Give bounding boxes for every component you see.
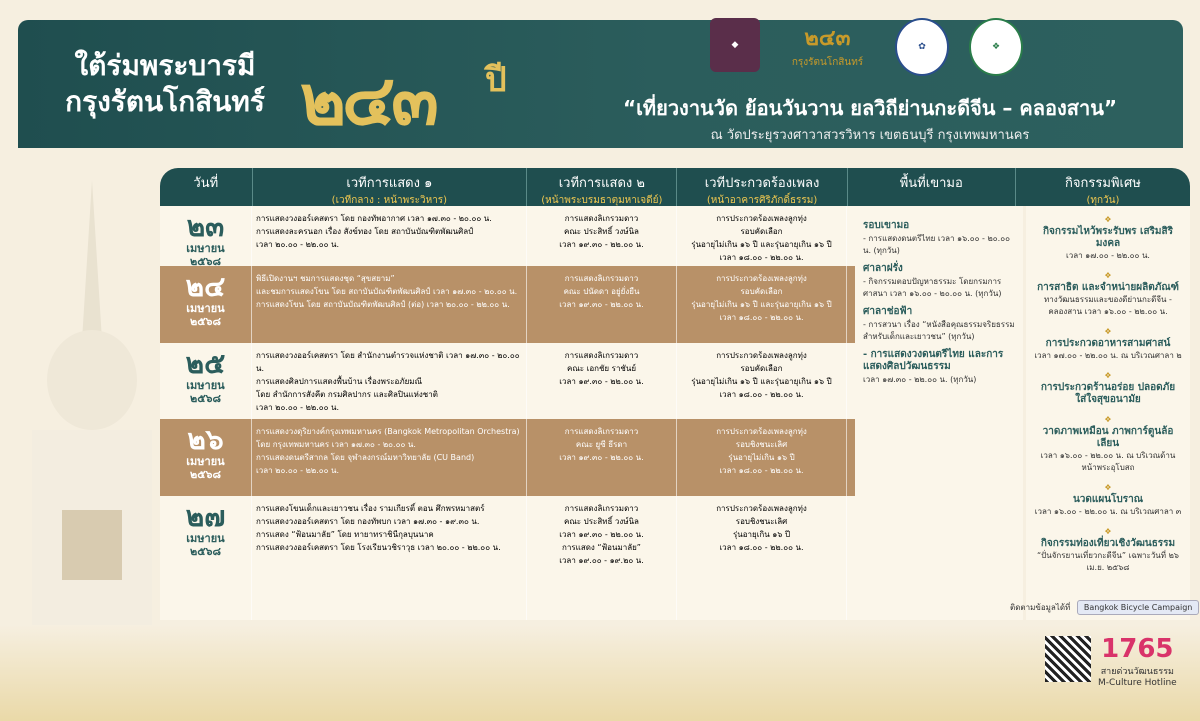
header-learning: พื้นที่เขามอ [848, 168, 1016, 206]
cell-line: โดย กรุงเทพมหานคร เวลา ๑๗.๓๐ - ๒๐.๐๐ น. [256, 440, 416, 449]
learning-text: - การสวนา เรื่อง “หนังสือคุณธรรมจริยธรรม สำหรับเด็กและเยาวชน” (ทุกวัน) [863, 320, 1015, 341]
header-date: วันที่ [160, 168, 253, 206]
performers-illustration-band [0, 625, 1200, 721]
special-activity [1034, 526, 1182, 574]
qr-code-icon[interactable] [1045, 636, 1091, 682]
header-special: กิจกรรมพิเศษ (ทุกวัน) [1065, 176, 1141, 206]
pagoda-illustration [22, 180, 162, 680]
cell-line: เวลา ๒๐.๐๐ - ๒๒.๐๐ น. [256, 403, 340, 412]
cell-line: การแสดงโขนเด็กและเยาวชน เรื่อง รามเกียรติ์ ตอน ศึกพรหมาสตร์ [256, 504, 485, 513]
cell-line: เวลา ๑๘.๐๐ - ๒๒.๐๐ น. [719, 390, 804, 399]
special-title: วาดภาพเหมือน ภาพการ์ตูนล้อเลียน [1042, 426, 1174, 449]
cell-line: การแสดงโขน โดย สถาบันบัณฑิตพัฒนศิลป์ (ต่อ) เวลา ๒๐.๐๐ - ๒๒.๐๐ น. [256, 300, 510, 309]
cell-line: รอบชิงชนะเลิศ [735, 440, 788, 449]
special-activities-column [1026, 206, 1190, 620]
district-seal-icon: ✿ [895, 18, 949, 76]
special-activity [1034, 270, 1182, 318]
learning-text: - การแสดงดนตรีไทย เวลา ๑๖.๐๐ - ๒๐.๐๐ น. (ทุกวัน) [863, 234, 1010, 255]
cell-line: เวลา ๑๙.๓๐ - ๒๒.๐๐ น. [559, 530, 644, 539]
special-activity [1034, 370, 1182, 406]
ornament-icon: ❖ [1104, 483, 1112, 492]
learning-heading: - การแสดงวงดนตรีไทย และการแสดงศิลปวัฒนธรรม [863, 349, 1004, 372]
stage1-cell [252, 206, 527, 266]
cell-line: รุ่นอายุเกิน ๑๖ ปี [732, 530, 791, 539]
cell-line: พิธีเปิดงานฯ ชมการแสดงชุด “สุขสยาม” [256, 274, 395, 283]
stage2-cell [527, 496, 677, 620]
cell-line: คณะ ยูซี ธีรดา [575, 440, 628, 449]
contest-cell [677, 496, 847, 620]
event-slogan: “เที่ยวงานวัด ย้อนวันวาน ยลวิถีย่านกะดีจีน – คลองสาน” [622, 96, 1118, 120]
date-year: ๒๕๖๘ [189, 468, 222, 481]
date-year: ๒๕๖๘ [189, 255, 222, 266]
cell-line: รุ่นอายุไม่เกิน ๑๖ ปี [728, 453, 795, 462]
date-day: ๒๗ [185, 500, 226, 533]
cell-line: โดย สำนักการสังคีต กรมศิลปากร และศิลปินแห่งชาติ [256, 390, 438, 399]
special-time: เวลา ๑๗.๐๐ - ๒๒.๐๐ น. ณ บริเวณศาลา ๒ [1034, 351, 1182, 360]
cell-line: การแสดงลิเกรวมดาว [564, 427, 639, 436]
learning-heading: รอบเขามอ [863, 220, 910, 231]
cell-line: การแสดงลิเกรวมดาว [564, 274, 639, 283]
table-header [160, 168, 1190, 206]
contest-cell [677, 419, 847, 496]
special-activity [1034, 414, 1182, 474]
cell-line: การแสดง “ฟ้อนมาลัย” โดย ทายาทราชินีกุลบุนนาค [256, 530, 434, 539]
cell-line: เวลา ๑๘.๐๐ - ๒๒.๐๐ น. [719, 543, 804, 552]
main-title [40, 48, 290, 120]
table-row [160, 419, 855, 496]
follow-label: ติดตามข้อมูลได้ที่ [1010, 603, 1071, 612]
date-cell [160, 266, 252, 343]
cell-line: การแสดงดนตรีสากล โดย จุฬาลงกรณ์มหาวิทยาลัย (CU Band) [256, 453, 475, 462]
header-contest: เวทีประกวดร้องเพลง (หน้าอาคารศิริภักดิ์ธรรม) [677, 168, 847, 206]
cell-line: รุ่นอายุไม่เกิน ๑๖ ปี และรุ่นอายุเกิน ๑๖ ปี [691, 300, 832, 309]
cell-line: คณะ ปนัดดา อยู่ยั่งยืน [563, 287, 640, 296]
event-venue: ณ วัดประยุรวงศาวาสวรวิหาร เขตธนบุรี กรุงเทพมหานคร [710, 128, 1030, 143]
hotline-badge [1098, 634, 1177, 688]
cell-line: รอบชิงชนะเลิศ [735, 517, 788, 526]
cell-line: เวลา ๒๐.๐๐ - ๒๒.๐๐ น. [256, 240, 340, 249]
special-title: การประกวดร้านอร่อย ปลอดภัย ใส่ใจสุขอนามัย [1040, 382, 1176, 405]
date-day: ๒๓ [186, 210, 225, 243]
contest-cell [677, 343, 847, 419]
learning-text: - กิจกรรมตอบปัญหาธรรมะ โดยกรมการศาสนา เวลา ๑๖.๐๐ - ๒๐.๐๐ น. (ทุกวัน) [863, 277, 1002, 298]
special-activity [1034, 482, 1182, 518]
cell-line: การแสดงวงออร์เคสตรา โดย โรงเรียนวชิราวุธ เวลา ๒๐.๐๐ - ๒๒.๐๐ น. [256, 543, 501, 552]
schedule-table [160, 168, 1190, 620]
cell-line: การแสดงวงดุริยางค์กรุงเทพมหานคร (Bangkok Metropolitan Orchestra) [256, 427, 520, 436]
cell-line: เวลา ๑๙.๓๐ - ๒๒.๐๐ น. [559, 240, 644, 249]
header-stage2: เวทีการแสดง ๒ (หน้าพระบรมธาตุมหาเจดีย์) [527, 168, 677, 206]
ornament-icon: ❖ [1104, 371, 1112, 380]
cell-line: การแสดงวงออร์เคสตรา โดย กองทัพบก เวลา ๑๗.๓๐ - ๑๙.๓๐ น. [256, 517, 480, 526]
special-title: การประกวดอาหารสามศาสน์ [1045, 338, 1171, 349]
special-activity [1034, 326, 1182, 362]
stage2-cell [527, 206, 677, 266]
date-day: ๒๖ [187, 423, 224, 456]
cell-line: การแสดงวงออร์เคสตรา โดย สำนักงานตำรวจแห่งชาติ เวลา ๑๗.๓๐ - ๒๐.๐๐ น. [256, 351, 520, 373]
cell-line: รอบคัดเลือก [740, 287, 783, 296]
cell-line: เวลา ๑๘.๐๐ - ๒๒.๐๐ น. [719, 253, 804, 262]
date-cell [160, 206, 252, 266]
cell-line: เวลา ๒๐.๐๐ - ๒๒.๐๐ น. [256, 466, 340, 475]
special-title: นวดแผนโบราณ [1072, 494, 1144, 505]
date-day: ๒๕ [185, 347, 226, 380]
ornament-icon: ❖ [1104, 327, 1112, 336]
learning-heading: ศาลาช่อฟ้า [863, 306, 913, 317]
special-title: กิจกรรมไหว้พระรับพร เสริมสิริมงคล [1043, 226, 1173, 249]
stage1-cell [252, 266, 527, 343]
date-year: ๒๕๖๘ [189, 315, 222, 328]
title-line-2: กรุงรัตนโกสินทร์ [65, 85, 265, 118]
ornament-icon: ❖ [1104, 415, 1112, 424]
learning-area-column [855, 206, 1023, 620]
cell-line: เวลา ๑๘.๐๐ - ๒๒.๐๐ น. [719, 466, 804, 475]
cell-line: และชมการแสดงโขน โดย สถาบันบัณฑิตพัฒนศิลป์ เวลา ๑๗.๓๐ - ๒๐.๐๐ น. [256, 287, 518, 296]
logo-bar [710, 18, 1023, 76]
cell-line: เวลา ๑๙.๐๐ - ๑๙.๒๐ น. [559, 556, 644, 565]
special-time: เวลา ๑๖.๐๐ - ๒๒.๐๐ น. ณ บริเวณด้านหน้าพระอุโบสถ [1040, 451, 1176, 472]
cell-line: เวลา ๑๙.๓๐ - ๒๒.๐๐ น. [559, 300, 644, 309]
date-day: ๒๔ [185, 270, 226, 303]
date-year: ๒๕๖๘ [189, 392, 222, 405]
special-title: การสาธิต และจำหน่ายผลิตภัณฑ์ [1037, 282, 1179, 293]
cell-line: เวลา ๑๙.๓๐ - ๒๒.๐๐ น. [559, 453, 644, 462]
special-time: เวลา ๑๗.๐๐ - ๒๒.๐๐ น. [1066, 251, 1150, 260]
cell-line: เวลา ๑๘.๐๐ - ๒๒.๐๐ น. [719, 313, 804, 322]
cell-line: การแสดง “ฟ้อนมาลัย” [562, 543, 641, 552]
header-stage1: เวทีการแสดง ๑ (เวทีกลาง : หน้าพระวิหาร) [253, 168, 528, 206]
table-row [160, 266, 855, 343]
contest-cell [677, 266, 847, 343]
ministry-emblem-icon: ◆ [710, 18, 760, 72]
cell-line: การแสดงลิเกรวมดาว [564, 504, 639, 513]
anniversary-suffix: ปี [485, 60, 507, 100]
cell-line: การแสดงลิเกรวมดาว [564, 351, 639, 360]
anniversary-logo: ๒๔๓ กรุงรัตนโกสินทร์ [791, 26, 864, 68]
table-row [160, 206, 855, 266]
cell-line: การแสดงวงออร์เคสตรา โดย กองทัพอากาศ เวลา ๑๗.๓๐ - ๒๐.๐๐ น. [256, 214, 492, 223]
hotline-number: 1765 [1101, 634, 1174, 664]
date-cell [160, 419, 252, 496]
cell-line: คณะ ประสิทธิ์ วงษ์นิล [564, 227, 639, 236]
cell-line: การแสดงศิลปการแสดงพื้นบ้าน เรื่องพระอภัยมณี [256, 377, 422, 386]
cell-line: การประกวดร้องเพลงลูกทุ่ง [716, 274, 807, 283]
contest-cell [677, 206, 847, 266]
date-month: เมษายน [186, 302, 225, 315]
date-cell [160, 496, 252, 620]
date-month: เมษายน [186, 242, 225, 255]
hotline-thai: สายด่วนวัฒนธรรม [1100, 667, 1174, 677]
learning-text: เวลา ๑๗.๓๐ - ๒๒.๐๐ น. (ทุกวัน) [863, 375, 977, 384]
stage2-cell [527, 266, 677, 343]
stage2-cell [527, 419, 677, 496]
date-cell [160, 343, 252, 419]
cell-line: เวลา ๑๙.๓๐ - ๒๒.๐๐ น. [559, 377, 644, 386]
cell-line: รอบคัดเลือก [740, 364, 783, 373]
hotline-english: M-Culture Hotline [1098, 678, 1177, 688]
stage1-cell [252, 419, 527, 496]
follow-info [1010, 600, 1199, 615]
stage1-cell [252, 496, 527, 620]
cell-line: คณะ เอกชัย ราชันย์ [566, 364, 637, 373]
cell-line: การประกวดร้องเพลงลูกทุ่ง [716, 504, 807, 513]
special-time: ทางวัฒนธรรมและของดีย่านกะดีจีน - คลองสาน เวลา ๑๖.๐๐ - ๒๒.๐๐ น. [1044, 295, 1172, 316]
cell-line: การแสดงลิเกรวมดาว [564, 214, 639, 223]
facebook-page-link[interactable]: Bangkok Bicycle Campaign [1077, 600, 1200, 615]
bangkok-seal-icon: ❖ [969, 18, 1023, 76]
cell-line: รอบคัดเลือก [740, 227, 783, 236]
date-month: เมษายน [186, 455, 225, 468]
cell-line: รุ่นอายุไม่เกิน ๑๖ ปี และรุ่นอายุเกิน ๑๖ ปี [691, 240, 832, 249]
table-row [160, 496, 855, 620]
title-line-1: ใต้ร่มพระบารมี [74, 49, 256, 82]
cell-line: การประกวดร้องเพลงลูกทุ่ง [716, 427, 807, 436]
anniversary-number: ๒๔๓ [300, 59, 435, 141]
date-month: เมษายน [186, 379, 225, 392]
learning-heading: ศาลาฝรั่ง [863, 263, 903, 274]
special-time: “ปั่นจักรยานเที่ยวกะดีจีน” เฉพาะวันที่ ๒๖ เม.ย. ๒๕๖๘ [1037, 551, 1179, 572]
cell-line: การแสดงละครนอก เรื่อง สังข์ทอง โดย สถาบันบัณฑิตพัฒนศิลป์ [256, 227, 474, 236]
stage2-cell [527, 343, 677, 419]
cell-line: การประกวดร้องเพลงลูกทุ่ง [716, 214, 807, 223]
ornament-icon: ❖ [1104, 215, 1112, 224]
special-activity [1034, 214, 1182, 262]
ornament-icon: ❖ [1104, 271, 1112, 280]
table-row [160, 343, 855, 419]
ornament-icon: ❖ [1104, 527, 1112, 536]
special-title: กิจกรรมท่องเที่ยวเชิงวัฒนธรรม [1040, 538, 1176, 549]
date-year: ๒๕๖๘ [189, 545, 222, 558]
date-month: เมษายน [186, 532, 225, 545]
cell-line: รุ่นอายุไม่เกิน ๑๖ ปี และรุ่นอายุเกิน ๑๖ ปี [691, 377, 832, 386]
cell-line: การประกวดร้องเพลงลูกทุ่ง [716, 351, 807, 360]
stage1-cell [252, 343, 527, 419]
cell-line: คณะ ประสิทธิ์ วงษ์นิล [564, 517, 639, 526]
special-time: เวลา ๑๖.๐๐ - ๒๒.๐๐ น. ณ บริเวณศาลา ๓ [1034, 507, 1182, 516]
